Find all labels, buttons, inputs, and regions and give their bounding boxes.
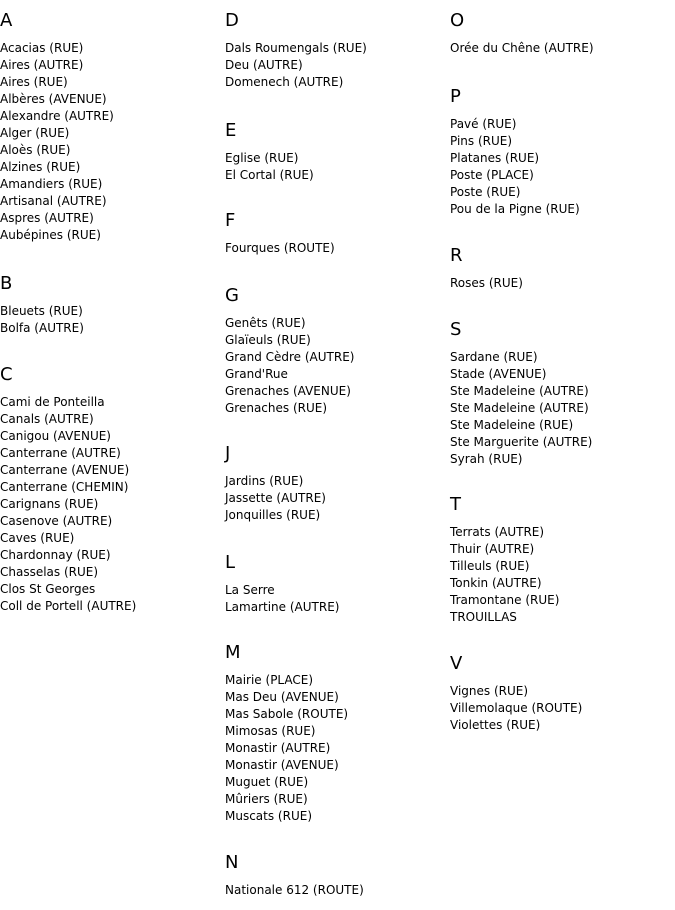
street-link[interactable]: Platanes (RUE) [450, 151, 540, 165]
street-link[interactable]: Aspres (AUTRE) [0, 211, 94, 225]
street-link[interactable]: Terrats (AUTRE) [450, 525, 545, 539]
street-link[interactable]: Chardonnay (RUE) [0, 548, 111, 562]
street-link[interactable]: Casenove (AUTRE) [0, 514, 113, 528]
street-link[interactable]: Lamartine (AUTRE) [225, 600, 340, 614]
street-link[interactable]: Cami de Ponteilla [0, 395, 105, 409]
street-link[interactable]: Villemolaque (ROUTE) [450, 701, 583, 715]
section-letter: B [0, 273, 13, 294]
street-link[interactable]: Tilleuls (RUE) [450, 559, 530, 573]
street-link[interactable]: Poste (RUE) [450, 185, 521, 199]
street-link[interactable]: Bleuets (RUE) [0, 304, 83, 318]
street-link[interactable]: Roses (RUE) [450, 276, 523, 290]
section-letter: L [225, 552, 236, 573]
section-letter: P [450, 86, 461, 107]
section-e [225, 120, 450, 184]
street-link[interactable]: Canterrane (AUTRE) [0, 446, 121, 460]
street-list [450, 275, 675, 292]
street-link[interactable]: Mairie (PLACE) [225, 673, 314, 687]
street-link[interactable]: Stade (AVENUE) [450, 367, 547, 381]
section-letter: T [450, 494, 461, 515]
section-m [225, 642, 450, 825]
section-a [0, 10, 225, 244]
street-link[interactable]: Ste Marguerite (AUTRE) [450, 435, 593, 449]
street-link[interactable]: Canterrane (CHEMIN) [0, 480, 129, 494]
section-letter: D [225, 10, 239, 31]
street-link[interactable]: Tramontane (RUE) [450, 593, 560, 607]
street-link[interactable]: Sardane (RUE) [450, 350, 538, 364]
street-link[interactable]: Ste Madeleine (AUTRE) [450, 384, 589, 398]
street-list [0, 303, 225, 337]
street-link[interactable]: Ste Madeleine (RUE) [450, 418, 574, 432]
street-link[interactable]: Eglise (RUE) [225, 151, 299, 165]
section-letter: A [0, 10, 13, 31]
street-link[interactable]: Grenaches (AVENUE) [225, 384, 351, 398]
street-link[interactable]: Orée du Chêne (AUTRE) [450, 41, 594, 55]
street-link[interactable]: Aloès (RUE) [0, 143, 71, 157]
street-link[interactable]: Artisanal (AUTRE) [0, 194, 107, 208]
section-letter: J [225, 443, 231, 464]
street-link[interactable]: Fourques (ROUTE) [225, 241, 335, 255]
street-link[interactable]: Monastir (AUTRE) [225, 741, 331, 755]
street-link[interactable]: Amandiers (RUE) [0, 177, 103, 191]
street-link[interactable]: Muguet (RUE) [225, 775, 309, 789]
street-link[interactable]: Genêts (RUE) [225, 316, 306, 330]
street-list [225, 473, 450, 524]
street-link[interactable]: Thuir (AUTRE) [450, 542, 535, 556]
street-link[interactable]: Violettes (RUE) [450, 718, 541, 732]
street-link[interactable]: Albères (AVENUE) [0, 92, 107, 106]
street-link[interactable]: Mimosas (RUE) [225, 724, 316, 738]
street-link[interactable]: Muscats (RUE) [225, 809, 312, 823]
section-c [0, 364, 225, 615]
street-list [0, 394, 225, 615]
section-letter: O [450, 10, 465, 31]
section-letter: F [225, 210, 236, 231]
street-link[interactable]: Aubépines (RUE) [0, 228, 101, 242]
street-list [225, 672, 450, 825]
street-link[interactable]: Canigou (AVENUE) [0, 429, 111, 443]
street-link[interactable]: Mas Deu (AVENUE) [225, 690, 339, 704]
street-list [450, 524, 675, 626]
section-b [0, 273, 225, 337]
section-letter: V [450, 653, 463, 674]
street-link[interactable]: Nationale 612 (ROUTE) [225, 883, 364, 897]
street-link[interactable]: Syrah (RUE) [450, 452, 523, 466]
street-link[interactable]: La Serre [225, 583, 275, 597]
section-p [450, 86, 675, 218]
section-letter: M [225, 642, 241, 663]
street-list [225, 882, 450, 899]
street-link[interactable]: Coll de Portell (AUTRE) [0, 599, 137, 613]
section-letter: C [0, 364, 13, 385]
section-letter: S [450, 319, 462, 340]
street-link[interactable]: Mas Sabole (ROUTE) [225, 707, 349, 721]
section-letter: R [450, 245, 463, 266]
street-link[interactable]: Jassette (AUTRE) [225, 491, 326, 505]
street-link[interactable]: Aires (AUTRE) [0, 58, 84, 72]
street-list [225, 40, 450, 91]
street-link[interactable]: Tonkin (AUTRE) [450, 576, 542, 590]
street-link[interactable]: Alexandre (AUTRE) [0, 109, 114, 123]
street-link[interactable]: Pavé (RUE) [450, 117, 517, 131]
street-link[interactable]: Poste (PLACE) [450, 168, 534, 182]
street-list [450, 349, 675, 468]
street-link[interactable]: Glaïeuls (RUE) [225, 333, 311, 347]
street-link[interactable]: Canterrane (AVENUE) [0, 463, 130, 477]
street-link[interactable]: Grand Cèdre (AUTRE) [225, 350, 355, 364]
section-s [450, 319, 675, 468]
section-g [225, 285, 450, 417]
street-link[interactable]: Caves (RUE) [0, 531, 75, 545]
street-list [225, 582, 450, 616]
street-link[interactable]: Deu (AUTRE) [225, 58, 303, 72]
section-n [225, 852, 450, 899]
street-link[interactable]: Monastir (AVENUE) [225, 758, 339, 772]
section-letter: E [225, 120, 237, 141]
section-f [225, 210, 450, 257]
street-link[interactable]: Domenech (AUTRE) [225, 75, 344, 89]
street-link[interactable]: Pou de la Pigne (RUE) [450, 202, 580, 216]
street-link[interactable]: Canals (AUTRE) [0, 412, 94, 426]
street-list [450, 116, 675, 218]
street-link[interactable]: Dals Roumengals (RUE) [225, 41, 367, 55]
street-link[interactable]: Alger (RUE) [0, 126, 70, 140]
street-link[interactable]: Clos St Georges [0, 582, 96, 596]
section-d [225, 10, 450, 91]
section-o [450, 10, 675, 57]
section-letter: G [225, 285, 239, 306]
street-link[interactable]: Aires (RUE) [0, 75, 68, 89]
street-link[interactable]: El Cortal (RUE) [225, 168, 314, 182]
street-link[interactable]: Jonquilles (RUE) [225, 508, 321, 522]
street-list [0, 40, 225, 244]
street-list [225, 150, 450, 184]
section-t [450, 494, 675, 626]
street-link[interactable]: Acacias (RUE) [0, 41, 84, 55]
street-list [225, 315, 450, 417]
street-link[interactable]: Alzines (RUE) [0, 160, 81, 174]
street-link[interactable]: Jardins (RUE) [225, 474, 304, 488]
section-v [450, 653, 675, 734]
street-link[interactable]: TROUILLAS [450, 610, 517, 624]
street-link[interactable]: Vignes (RUE) [450, 684, 529, 698]
section-l [225, 552, 450, 616]
street-link[interactable]: Bolfa (AUTRE) [0, 321, 84, 335]
street-link[interactable]: Carignans (RUE) [0, 497, 99, 511]
street-link[interactable]: Mûriers (RUE) [225, 792, 308, 806]
street-link[interactable]: Pins (RUE) [450, 134, 513, 148]
section-letter: N [225, 852, 239, 873]
street-list [450, 683, 675, 734]
section-j [225, 443, 450, 524]
street-list [450, 40, 675, 57]
street-link[interactable]: Ste Madeleine (AUTRE) [450, 401, 589, 415]
street-link[interactable]: Grand'Rue [225, 367, 288, 381]
section-r [450, 245, 675, 292]
street-link[interactable]: Chasselas (RUE) [0, 565, 99, 579]
street-link[interactable]: Grenaches (RUE) [225, 401, 328, 415]
street-list [225, 240, 450, 257]
